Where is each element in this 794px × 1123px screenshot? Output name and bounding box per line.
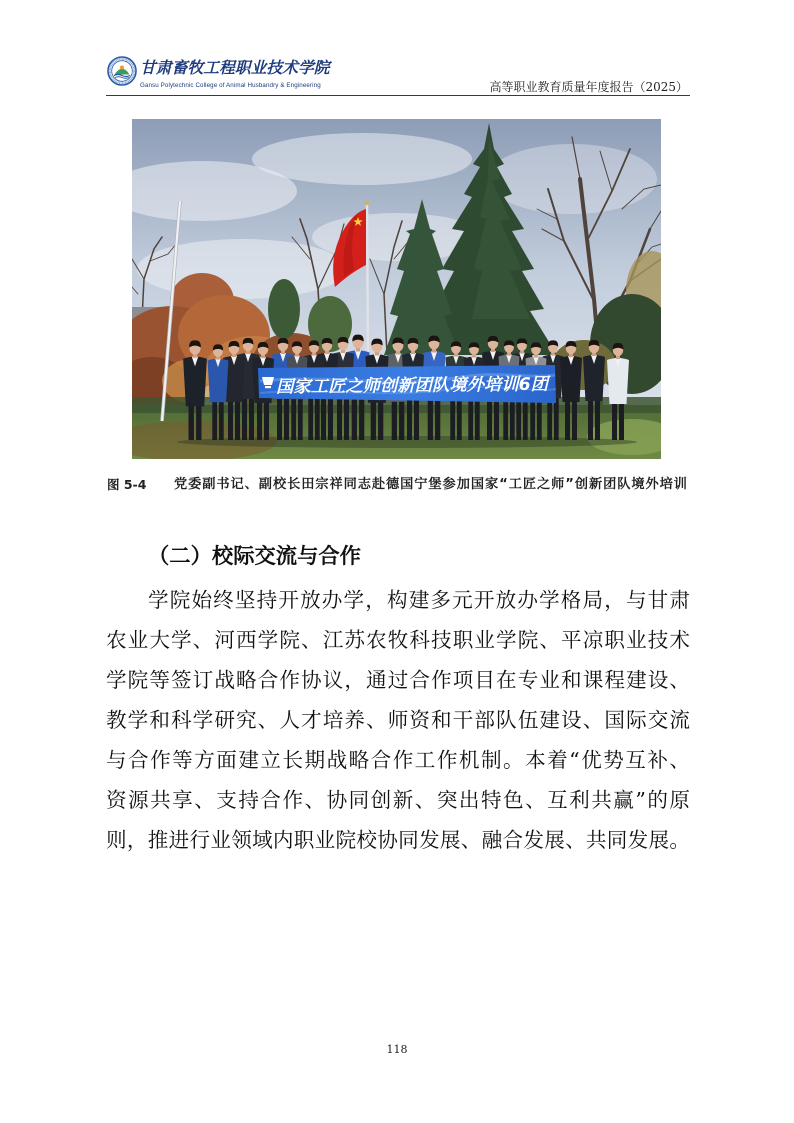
- banner-text: 国家工匠之师创新团队境外培训6团: [275, 374, 543, 398]
- paragraph-line: 则，推进行业领域内职业院校协同发展、融合发展、共同发展。: [106, 828, 690, 852]
- header-divider: [106, 95, 690, 96]
- paragraph-line: 教学和科学研究、人才培养、师资和干部队伍建设、国际交流: [106, 708, 690, 732]
- section-heading: （二）校际交流与合作: [148, 544, 361, 569]
- paragraph-line: 资源共享、支持合作、协同创新、突出特色、互利共赢”的原: [106, 788, 690, 812]
- college-name: 甘肃畜牧工程职业技术学院: [140, 58, 330, 77]
- page-number: 118: [386, 1043, 408, 1056]
- team-banner: [258, 365, 556, 403]
- flagpole-right: [367, 205, 368, 359]
- group-photo-illustration: [132, 119, 661, 459]
- figure-caption: 党委副书记、副校长田宗祥同志赴德国宁堡参加国家“工匠之师”创新团队境外培训: [174, 477, 687, 492]
- group-photo: [132, 119, 661, 459]
- paragraph-line: 农业大学、河西学院、江苏农牧科技职业学院、平凉职业技术: [106, 628, 690, 652]
- paragraph-line: 学院等签订战略合作协议，通过合作项目在专业和课程建设、: [106, 668, 690, 692]
- section-paragraph: [106, 580, 690, 860]
- college-name-english: Gansu Polytechnic College of Animal Husbandry & Engineering: [140, 82, 321, 89]
- report-title: 高等职业教育质量年度报告（2025）: [489, 80, 688, 94]
- college-emblem-icon: [107, 56, 137, 86]
- figure-label: 图 5-4: [107, 477, 147, 492]
- paragraph-line: 与合作等方面建立长期战略合作工作机制。本着“优势互补、: [106, 748, 690, 772]
- paragraph-line: 学院始终坚持开放办学，构建多元开放办学格局，与甘肃: [148, 588, 690, 612]
